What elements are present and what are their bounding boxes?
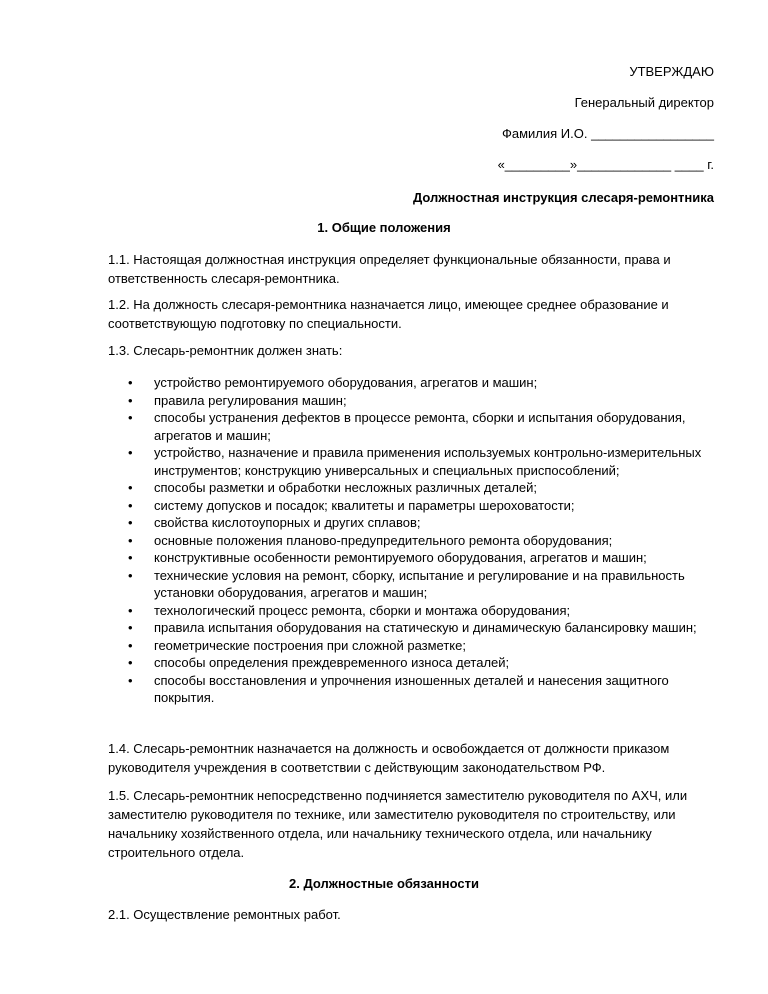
approval-date-line: «_________»_____________ ____ г.	[497, 157, 714, 172]
paragraph-1-4: 1.4. Слесарь-ремонтник назначается на должность и освобождается от должности приказом руководителя учреждения в соответствии с действующим законодательством РФ.	[108, 741, 670, 775]
list-item: • способы устранения дефектов в процессе ремонта, сборки и испытания оборудования, агрегатов и машин;	[108, 409, 708, 444]
document-title: Должностная инструкция слесаря-ремонтника	[413, 190, 714, 205]
list-item: • устройство ремонтируемого оборудования, агрегатов и машин;	[108, 374, 708, 392]
list-item: • правила испытания оборудования на статическую и динамическую балансировку машин;	[108, 619, 708, 637]
section-heading-duties: 2. Должностные обязанности	[289, 876, 479, 891]
paragraph-1-5: 1.5. Слесарь-ремонтник непосредственно подчиняется заместителю руководителя по АХЧ, или заместителю руководителя по технике, или заместителю руководителя по строительству, или начальнику хозяйственного отдела, или начальнику технического отдела, или начальнику строительного отдела.	[108, 788, 688, 860]
approval-label: УТВЕРЖДАЮ	[629, 64, 714, 79]
paragraph-1-3: 1.3. Слесарь-ремонтник должен знать:	[108, 343, 343, 358]
section-heading-general: 1. Общие положения	[317, 220, 451, 235]
list-item: • способы восстановления и упрочнения изношенных деталей и нанесения защитного покрытия.	[108, 672, 708, 707]
list-item: • технические условия на ремонт, сборку, испытание и регулирование и на правильность установки оборудования, агрегатов и машин;	[108, 567, 708, 602]
list-item: • систему допусков и посадок; квалитеты и параметры шероховатости;	[108, 497, 708, 515]
list-item: • свойства кислотоупорных и других сплавов;	[108, 514, 708, 532]
list-item: • конструктивные особенности ремонтируемого оборудования, агрегатов и машин;	[108, 549, 708, 567]
approver-position: Генеральный директор	[574, 95, 714, 110]
paragraph-1-1: 1.1. Настоящая должностная инструкция определяет функциональные обязанности, права и ответственность слесаря-ремонтника.	[108, 252, 671, 286]
knowledge-list	[108, 374, 708, 707]
list-item: • технологический процесс ремонта, сборки и монтажа оборудования;	[108, 602, 708, 620]
list-item: • геометрические построения при сложной разметке;	[108, 637, 708, 655]
list-item: • способы разметки и обработки несложных различных деталей;	[108, 479, 708, 497]
approver-name-line: Фамилия И.О. _________________	[501, 126, 714, 141]
approval-block	[498, 62, 714, 186]
list-item: • способы определения преждевременного износа деталей;	[108, 654, 708, 672]
list-item: • правила регулирования машин;	[108, 392, 708, 410]
paragraph-2-1: 2.1. Осуществление ремонтных работ.	[108, 907, 341, 922]
list-item: • основные положения планово-предупредительного ремонта оборудования;	[108, 532, 708, 550]
paragraph-1-2: 1.2. На должность слесаря-ремонтника назначается лицо, имеющее среднее образование и соответствующую подготовку по специальности.	[108, 297, 669, 331]
list-item: • устройство, назначение и правила применения используемых контрольно-измерительных инструментов; конструкцию универсальных и специальных приспособлений;	[108, 444, 708, 479]
